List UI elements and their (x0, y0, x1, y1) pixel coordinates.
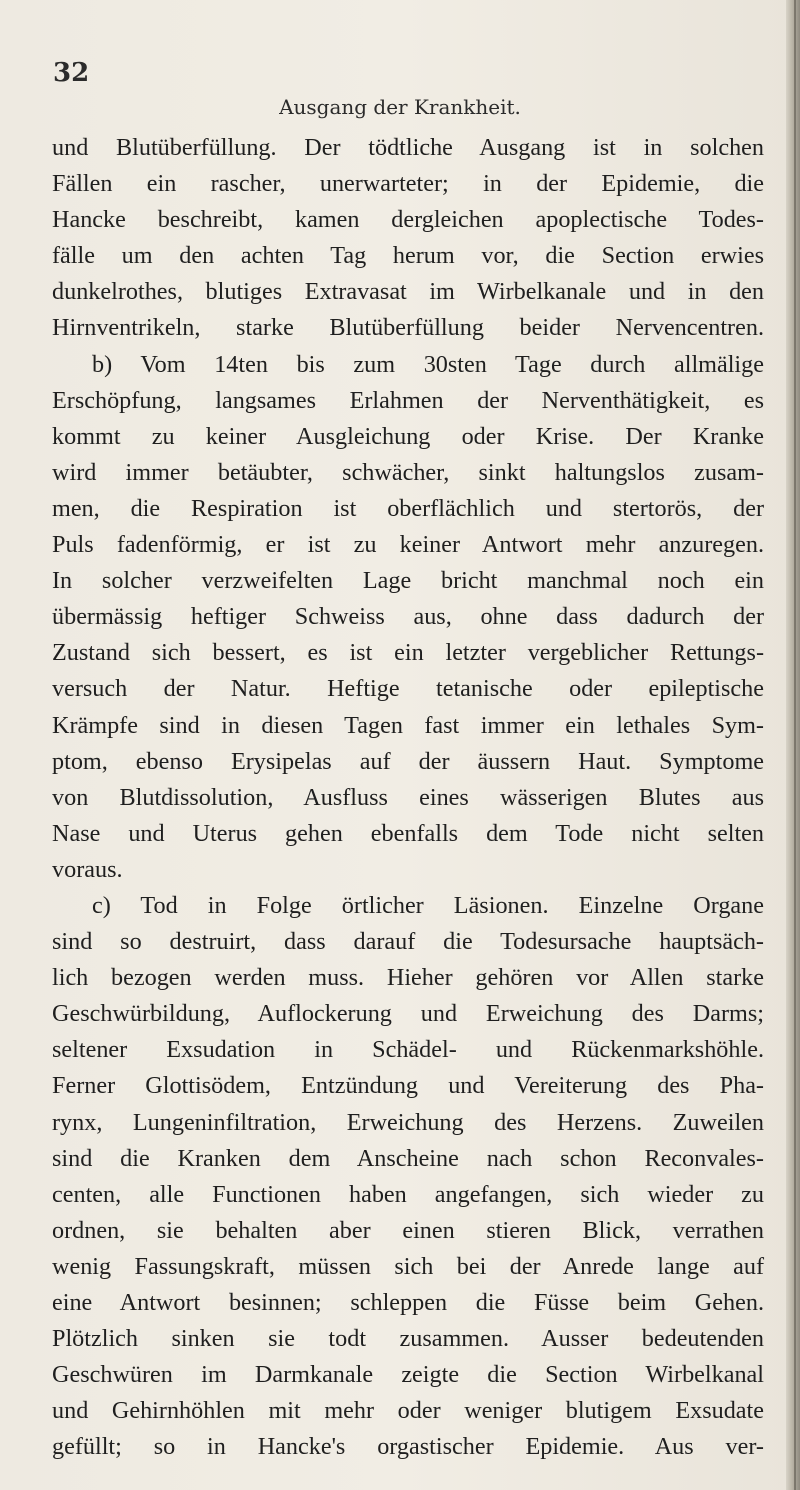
text-line: Krämpfe sind in diesen Tagen fast immer ein lethales Sym- (52, 711, 764, 739)
text-line: versuch der Natur. Heftige tetanische oder epileptische (52, 675, 764, 703)
text-line: b) Vom 14ten bis zum 30sten Tage durch allmälige (92, 350, 764, 378)
text-line: wird immer betäubter, schwächer, sinkt haltungslos zusam- (52, 458, 764, 486)
text-line: Hancke beschreibt, kamen dergleichen apoplectische Todes- (52, 206, 764, 234)
text-line: und Gehirnhöhlen mit mehr oder weniger blutigem Exsudate (52, 1397, 764, 1425)
text-line: sind die Kranken dem Anscheine nach schon Reconvales- (52, 1144, 764, 1172)
text-line: und Blutüberfüllung. Der tödtliche Ausgang ist in solchen (52, 134, 764, 161)
text-line: fälle um den achten Tag herum vor, die Section erwies (52, 242, 764, 270)
text-line: seltener Exsudation in Schädel- und Rückenmarkshöhle. (52, 1036, 764, 1064)
text-line: lich bezogen werden muss. Hieher gehören vor Allen starke (52, 964, 764, 992)
text-line: eine Antwort besinnen; schleppen die Füsse beim Gehen. (52, 1289, 764, 1316)
text-line: Fällen ein rascher, unerwarteter; in der Epidemie, die (52, 170, 764, 198)
body-text (52, 130, 764, 1465)
text-line: Erschöpfung, langsames Erlahmen der Nerventhätigkeit, es (52, 386, 764, 414)
text-line: In solcher verzweifelten Lage bricht manchmal noch ein (52, 567, 764, 595)
text-line: kommt zu keiner Ausgleichung oder Krise. Der Kranke (52, 422, 764, 450)
running-head: Ausgang der Krankheit. (279, 95, 521, 119)
text-line: Plötzlich sinken sie todt zusammen. Ausser bedeutenden (52, 1325, 764, 1353)
text-line: Ferner Glottisödem, Entzündung und Vereiterung des Pha- (52, 1072, 764, 1100)
text-line: ptom, ebenso Erysipelas auf der äussern Haut. Symptome (52, 747, 764, 775)
page-number: 32 (53, 58, 90, 88)
text-line: Puls fadenförmig, er ist zu keiner Antwort mehr anzuregen. (52, 531, 764, 559)
text-line: ordnen, sie behalten aber einen stieren Blick, verrathen (52, 1216, 764, 1244)
text-line: voraus. (52, 855, 123, 883)
text-line: Geschwüren im Darmkanale zeigte die Section Wirbelkanal (52, 1361, 764, 1389)
text-line: dunkelrothes, blutiges Extravasat im Wirbelkanale und in den (52, 278, 764, 306)
text-line: wenig Fassungskraft, müssen sich bei der Anrede lange auf (52, 1252, 764, 1280)
text-line: men, die Respiration ist oberflächlich und stertorös, der (52, 494, 764, 522)
page-edge-shadow (786, 0, 800, 1490)
text-line: übermässig heftiger Schweiss aus, ohne dass dadurch der (52, 603, 764, 631)
text-line: Hirnventrikeln, starke Blutüberfüllung beider Nervencentren. (52, 314, 764, 342)
text-line: von Blutdissolution, Ausfluss eines wässerigen Blutes aus (52, 783, 764, 811)
text-line: Zustand sich bessert, es ist ein letzter vergeblicher Rettungs- (52, 639, 764, 667)
text-line: Geschwürbildung, Auflockerung und Erweichung des Darms; (52, 1000, 764, 1028)
text-line: Nase und Uterus gehen ebenfalls dem Tode nicht selten (52, 819, 764, 847)
text-line: sind so destruirt, dass darauf die Todesursache hauptsäch- (52, 928, 764, 956)
text-line: c) Tod in Folge örtlicher Läsionen. Einzelne Organe (92, 891, 764, 919)
text-line: centen, alle Functionen haben angefangen, sich wieder zu (52, 1180, 764, 1208)
page-edge-line (794, 0, 796, 1490)
text-line: rynx, Lungeninfiltration, Erweichung des Herzens. Zuweilen (52, 1108, 764, 1136)
text-line: gefüllt; so in Hancke's orgastischer Epidemie. Aus ver- (52, 1433, 764, 1461)
